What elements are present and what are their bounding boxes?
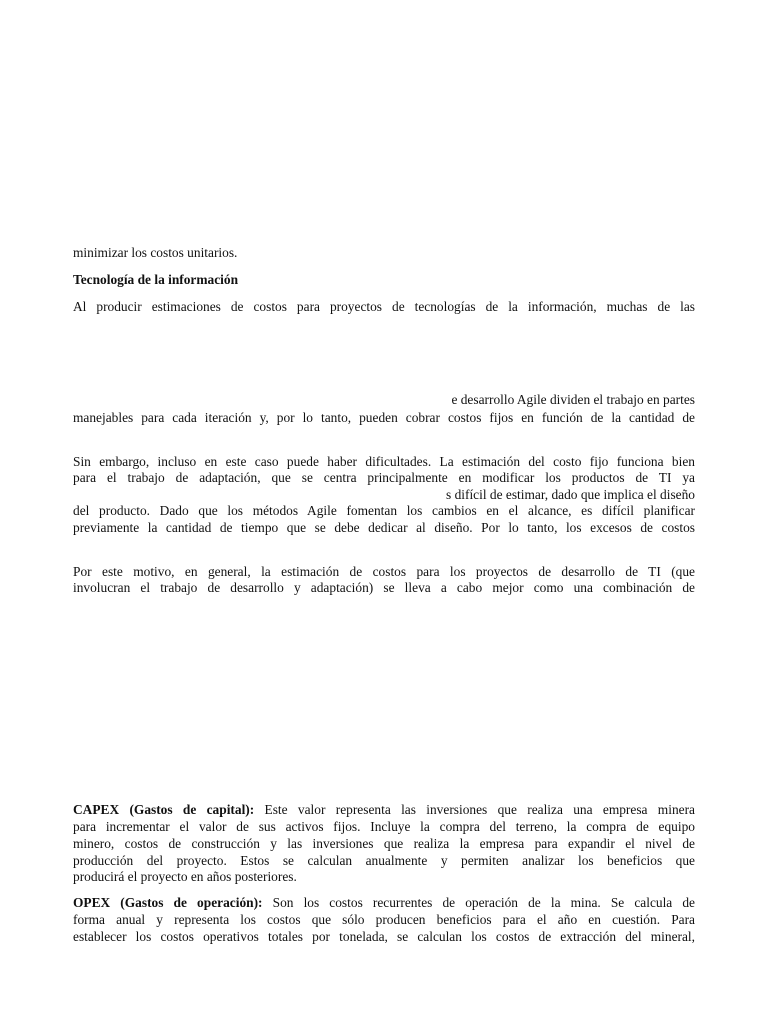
section-heading: Tecnología de la información — [73, 272, 239, 287]
capex-paragraph-line — [73, 802, 695, 818]
paragraph-line: establecer los costos operativos totales por tonelada, se calculan los costos de extracción del mineral, — [73, 929, 695, 944]
paragraph-line: para el trabajo de adaptación, que se centra principalmente en modificar los productos de TI ya — [73, 470, 695, 485]
paragraph-line: s difícil de estimar, dado que implica el diseño — [446, 487, 695, 502]
paragraph-line: producirá el proyecto en años posteriores. — [73, 869, 297, 884]
opex-term: OPEX (Gastos de operación): — [73, 895, 263, 910]
paragraph-line: forma anual y representa los costos que sólo producen beneficios para el año en cuestión. Para — [73, 912, 695, 927]
opex-definition-text: Son los costos recurrentes de operación de la mina. Se calcula de — [262, 895, 695, 910]
paragraph-line: Sin embargo, incluso en este caso puede haber dificultades. La estimación del costo fijo funciona bien — [73, 454, 695, 469]
paragraph-line: minimizar los costos unitarios. — [73, 245, 238, 260]
paragraph-line: manejables para cada iteración y, por lo tanto, pueden cobrar costos fijos en función de la cantidad de — [73, 410, 695, 425]
paragraph-line: del producto. Dado que los métodos Agile fomentan los cambios en el alcance, es difícil planificar — [73, 503, 695, 518]
paragraph-line: minero, costos de construcción y las inversiones que realiza la empresa para expandir el nivel de — [73, 836, 695, 851]
capex-term: CAPEX (Gastos de capital): — [73, 802, 255, 817]
paragraph-line: involucran el trabajo de desarrollo y adaptación) se lleva a cabo mejor como una combinación de — [73, 580, 695, 595]
opex-paragraph-line — [73, 895, 695, 911]
paragraph-line: producción del proyecto. Estos se calculan anualmente y permiten analizar los beneficios que — [73, 853, 695, 868]
capex-definition-text: Este valor representa las inversiones que realiza una empresa minera — [254, 802, 695, 817]
paragraph-line: Al producir estimaciones de costos para proyectos de tecnologías de la información, muchas de las — [73, 299, 695, 314]
paragraph-line: para incrementar el valor de sus activos fijos. Incluye la compra del terreno, la compra de equipo — [73, 819, 695, 834]
paragraph-line: previamente la cantidad de tiempo que se debe dedicar al diseño. Por lo tanto, los excesos de costos — [73, 520, 695, 535]
paragraph-line: Por este motivo, en general, la estimación de costos para los proyectos de desarrollo de TI (que — [73, 564, 695, 579]
paragraph-line: e desarrollo Agile dividen el trabajo en partes — [451, 392, 695, 407]
